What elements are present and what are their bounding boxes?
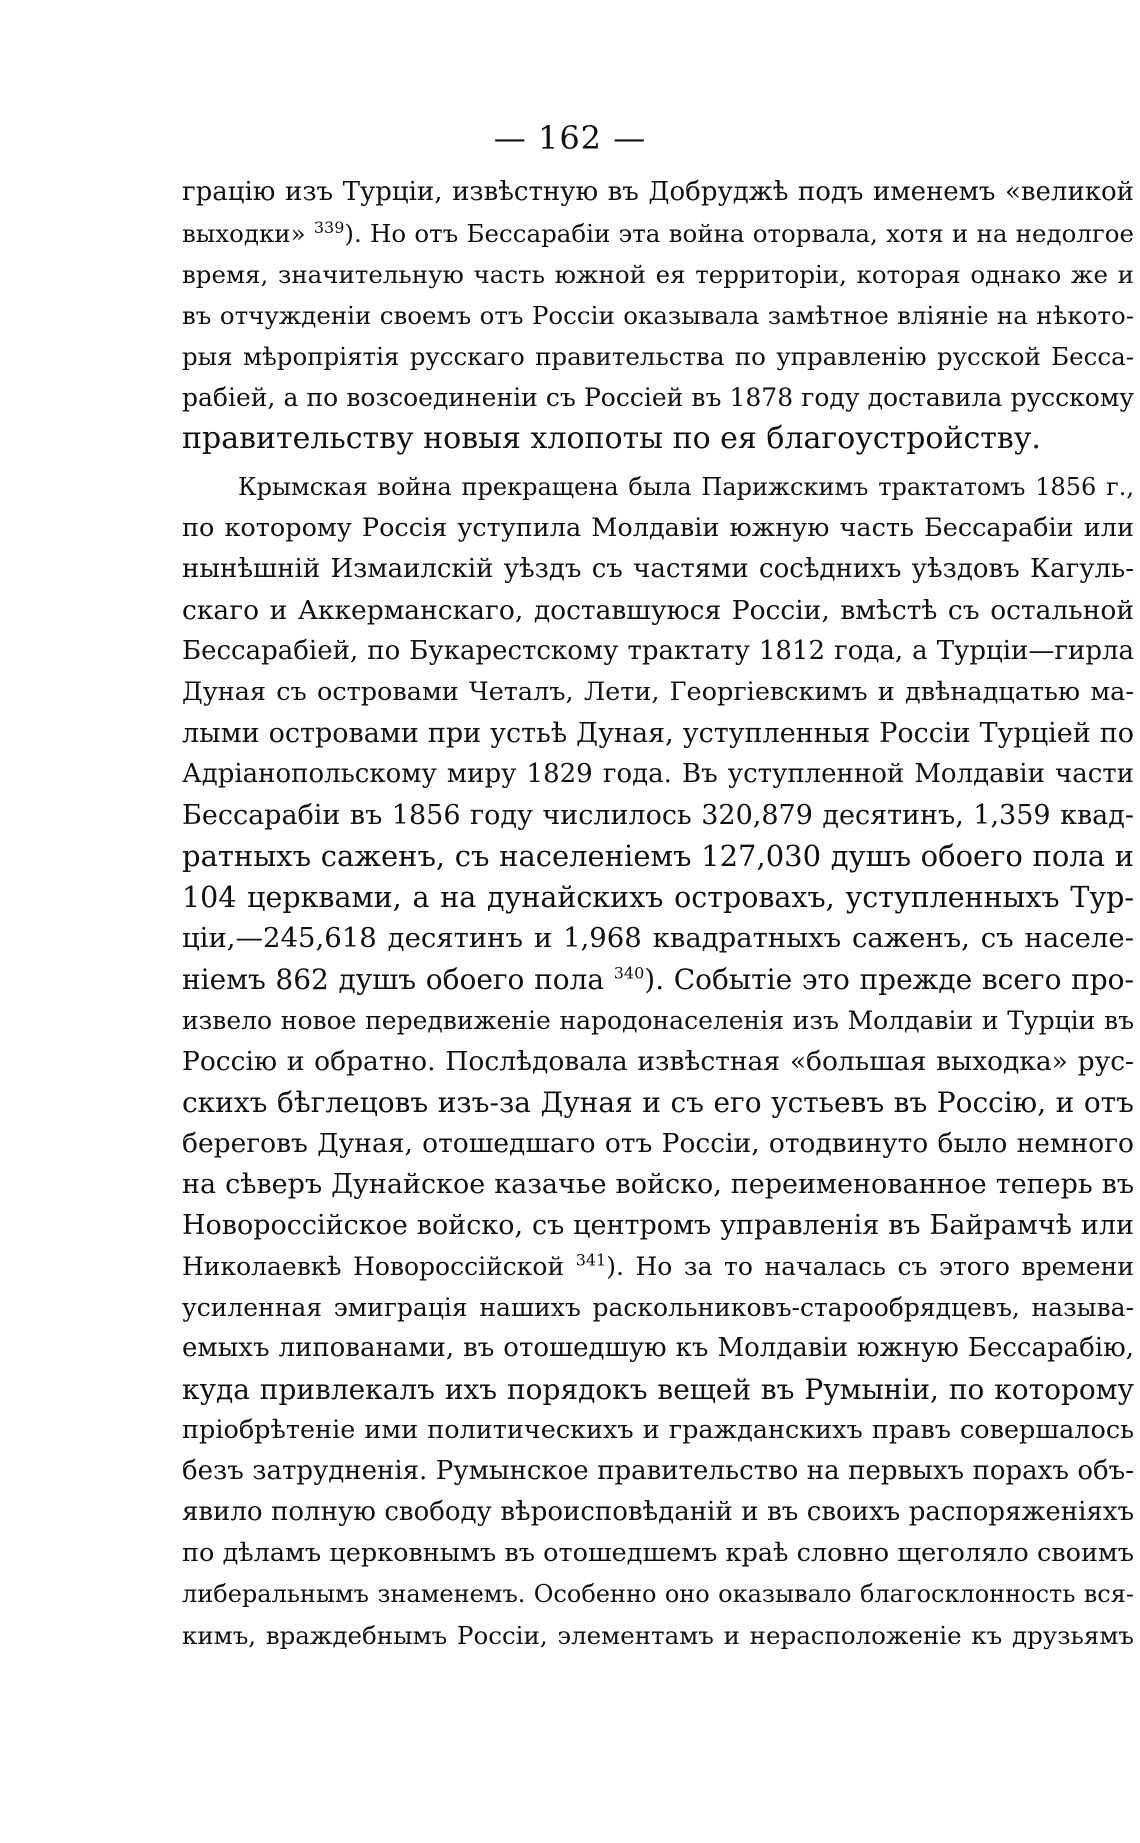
text-line: явило полную свободу вѣроисповѣданій и въ своихъ распоряженіяхъ [182, 1497, 1134, 1527]
text-line: грацію изъ Турціи, извѣстную въ Добруджѣ подъ именемъ «великой [182, 177, 1134, 207]
body-text [182, 172, 1134, 1656]
text-line: Бессарабіи въ 1856 году числилось 320,879 десятинъ, 1,359 квад- [182, 800, 1134, 831]
text-line: правительству новыя хлопоты по ея благоустройству. [182, 421, 1041, 456]
text-line: лыми островами при устьѣ Дуная, уступленныя Россіи Турціей по [182, 718, 1134, 749]
text-line: безъ затрудненія. Румынское правительство на первыхъ порахъ объ- [182, 1456, 1134, 1486]
text-line: по которому Россія уступила Молдавіи южную часть Бессарабіи или [182, 513, 1134, 543]
text-line: ратныхъ саженъ, съ населеніемъ 127,030 душъ обоего пола и [182, 839, 1134, 873]
text-line: Дуная съ островами Четалъ, Лети, Георгіевскимъ и двѣнадцатью ма- [182, 677, 1134, 707]
text-line: 104 церквами, а на дунайскихъ островахъ, уступленныхъ Тур- [182, 881, 1134, 914]
text-line: на сѣверъ Дунайское казачье войско, переименованное теперь въ [182, 1169, 1134, 1200]
text-line: извело новое передвиженіе народонаселенія изъ Молдавіи и Турціи въ [182, 1006, 1134, 1035]
text-line: либеральнымъ знаменемъ. Особенно оно оказывало благосклонность вся- [182, 1580, 1134, 1608]
text-line: Бессарабіей, по Букарестскому трактату 1812 года, а Турціи—гирла [182, 636, 1134, 666]
text-line: время, значительную часть южной ея территоріи, которая однако же и [182, 260, 1134, 289]
footnote-ref: 340 [613, 963, 645, 983]
text-line: Россію и обратно. Послѣдовала извѣстная «большая выходка» рус- [182, 1046, 1134, 1077]
text-line: рабіей, а по возсоединеніи съ Россіей въ 1878 году доставила русскому [182, 383, 1134, 412]
text-line: кимъ, враждебнымъ Россіи, элементамъ и нерасположеніе къ друзьямъ [182, 1621, 1134, 1650]
text-line: Новороссійское войско, съ центромъ управленія въ Байрамчѣ или [182, 1210, 1134, 1241]
text-line: скихъ бѣглецовъ изъ-за Дуная и съ его устьевъ въ Россію, и отъ [182, 1086, 1134, 1119]
text-line: въ отчужденіи своемъ отъ Россіи оказывала замѣтное вліяніе на нѣкото- [182, 301, 1134, 330]
text-line: усиленная эмиграція нашихъ раскольниковъ-старообрядцевъ, называ- [182, 1293, 1134, 1322]
text-line: по дѣламъ церковнымъ въ отошедшемъ краѣ словно щеголяло своимъ [182, 1538, 1134, 1568]
text-line: рыя мѣропріятія русскаго правительства по управленію русской Бесса- [182, 342, 1134, 371]
text-line: Николаевкѣ Новороссійской $^{341}$). Но за то началась съ этого времени [182, 1250, 1134, 1281]
text-line: ціи,—245,618 десятинъ и 1,968 квадратныхъ саженъ, съ населе- [182, 922, 1134, 954]
text-line: скаго и Аккерманскаго, доставшуюся Россіи, вмѣстѣ съ остальной [182, 595, 1134, 626]
text-line: береговъ Дуная, отошедшаго отъ Россіи, отодвинуто было немного [182, 1128, 1134, 1159]
text-line: ніемъ 862 душъ обоего пола $^{340}$). Событіе это прежде всего про- [182, 963, 1134, 996]
footnote-ref: 339 [313, 217, 345, 237]
text-line: Адріанопольскому миру 1829 года. Въ уступленной Молдавіи части [182, 759, 1134, 789]
text-line: нынѣшній Измаилскій уѣздъ съ частями сосѣднихъ уѣздовъ Кагуль- [182, 554, 1134, 584]
page-number: — 162 — [493, 119, 647, 157]
text-line: Крымская война прекращена была Парижскимъ трактатомъ 1856 г., [238, 473, 1134, 501]
footnote-ref: 341 [575, 1250, 607, 1270]
text-line: куда привлекалъ ихъ порядокъ вещей въ Румыніи, по которому [182, 1373, 1134, 1406]
text-line: емыхъ липованами, въ отошедшую къ Молдавіи южную Бессарабію, [182, 1333, 1134, 1363]
text-line: выходки» $^{339}$). Но отъ Бессарабіи эта война оторвала, хотя и на недолгое [182, 217, 1134, 248]
text-line: пріобрѣтеніе ими политическихъ и гражданскихъ правъ совершалось [182, 1415, 1134, 1445]
